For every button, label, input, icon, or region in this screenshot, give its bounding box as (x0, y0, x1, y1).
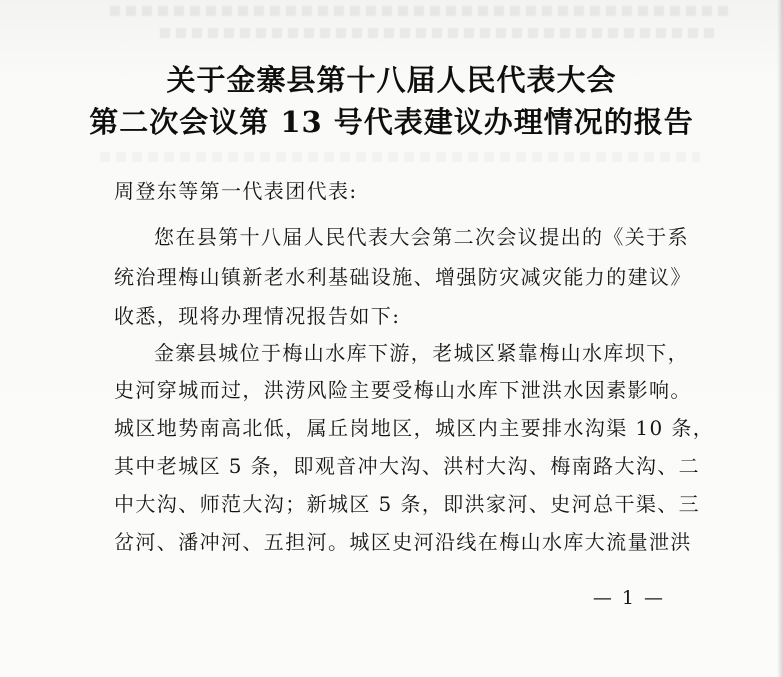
bleed-through-text (160, 28, 720, 38)
page-number: — 1 — (592, 587, 665, 609)
body-line: 金寨县城位于梅山水库下游，老城区紧靠梅山水库坝下， (154, 341, 689, 365)
body-line: 其中老城区 5 条，即观音冲大沟、洪村大沟、梅南路大沟、二 (114, 454, 701, 478)
scan-edge-shadow (777, 0, 783, 677)
body-line: 收悉，现将办理情况报告如下: (114, 304, 401, 328)
salutation: 周登东等第一代表团代表: (114, 179, 358, 203)
bleed-through-text (100, 152, 700, 162)
body-line: 您在县第十八届人民代表大会第二次会议提出的《关于系 (154, 225, 689, 249)
document-title-line-2: 第二次会议第 13 号代表建议办理情况的报告 (89, 105, 694, 139)
document-title-line-1: 关于金寨县第十八届人民代表大会 (166, 63, 617, 97)
bleed-through-text (110, 6, 730, 16)
body-line: 城区地势南高北低，属丘岗地区，城区内主要排水沟渠 10 条， (114, 416, 715, 440)
body-line: 史河穿城而过，洪涝风险主要受梅山水库下泄洪水因素影响。 (114, 378, 692, 402)
body-line: 岔河、潘冲河、五担河。城区史河沿线在梅山水库大流量泄洪 (114, 530, 692, 554)
body-line: 统治理梅山镇新老水利基础设施、增强防灾减灾能力的建议》 (114, 265, 692, 289)
body-line: 中大沟、师范大沟；新城区 5 条，即洪家河、史河总干渠、三 (114, 492, 701, 516)
